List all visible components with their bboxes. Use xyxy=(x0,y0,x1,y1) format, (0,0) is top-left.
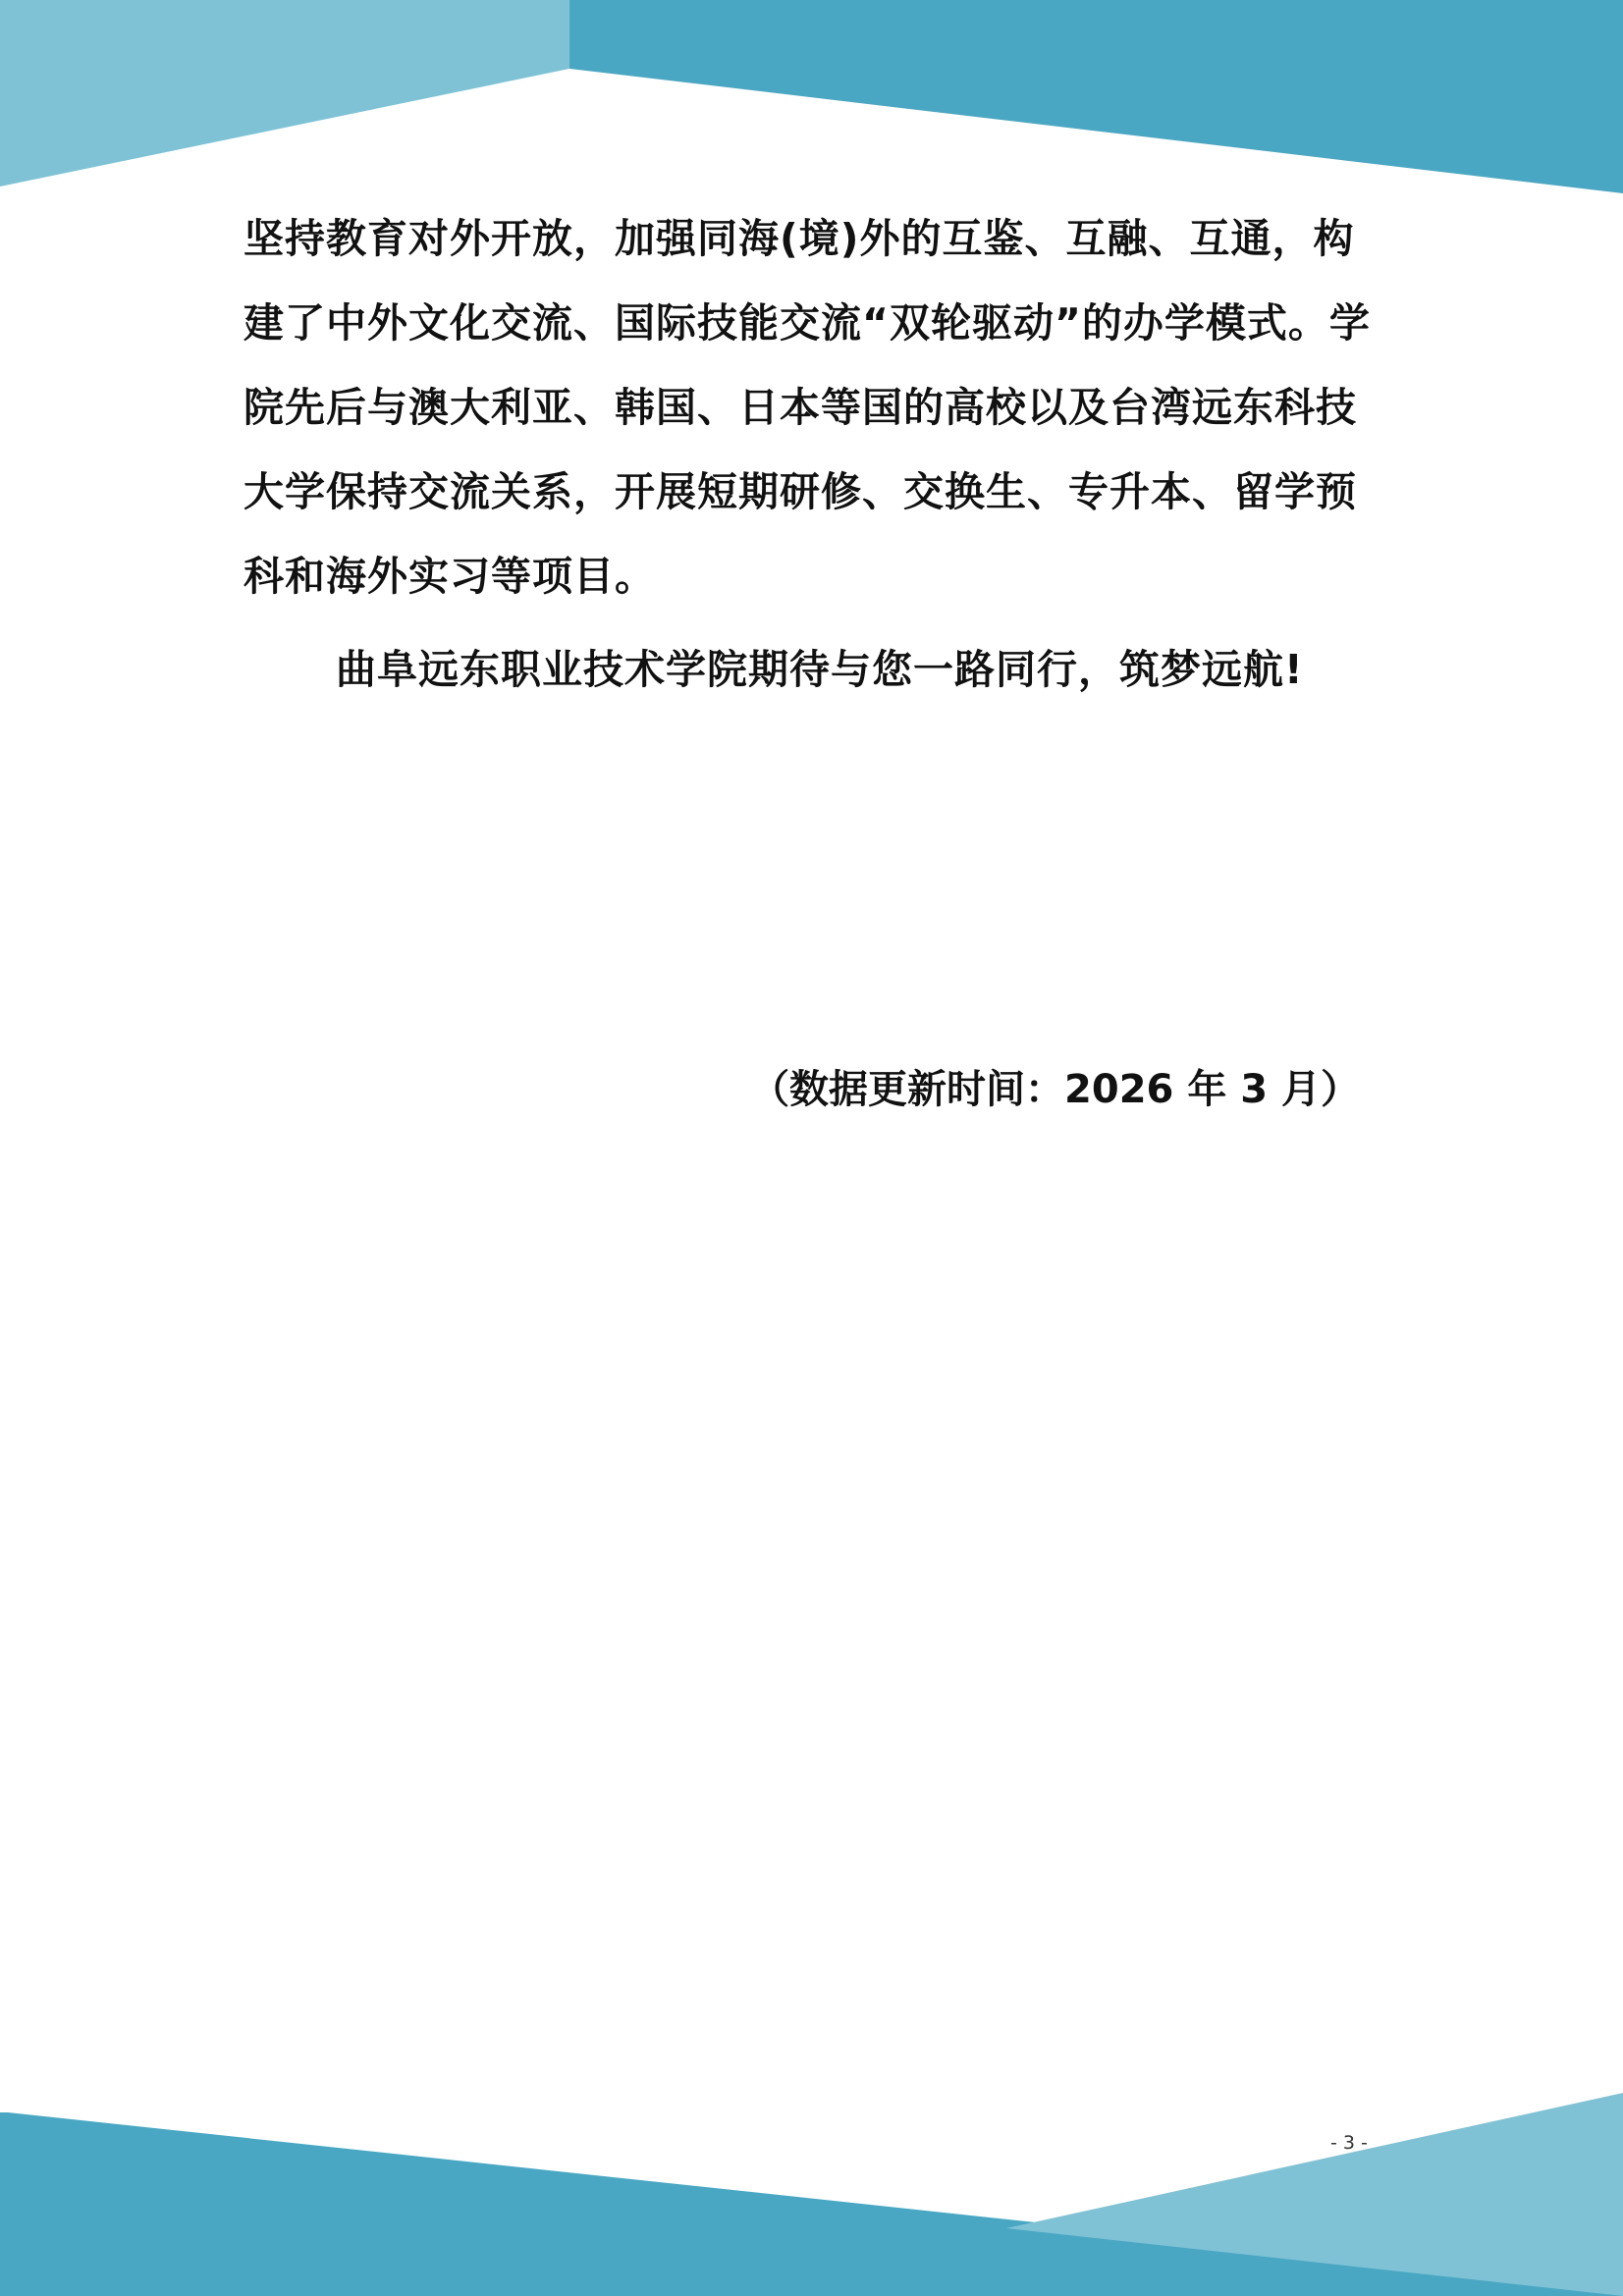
top-decorative-band xyxy=(0,0,1623,196)
closing-line: 曲阜远东职业技术学院期待与您一路同行，筑梦远航! xyxy=(336,646,1304,693)
bottom-decorative-band xyxy=(0,2091,1623,2296)
page-number: - 3 - xyxy=(1330,2132,1368,2154)
body-paragraph: 坚持教育对外开放，加强同海(境)外的互鉴、互融、互通，构建了中外文化交流、国际技能交流“双轮驱动”的办学模式。学院先后与澳大利亚、韩国、日本等国的高校以及台湾远东科技大学保持交流关系，开展短期研修、交换生、专升本、留学预科和海外实习等项目。 xyxy=(243,215,1371,600)
data-update-note: （数据更新时间：2026 年 3 月） xyxy=(750,1067,1360,1112)
